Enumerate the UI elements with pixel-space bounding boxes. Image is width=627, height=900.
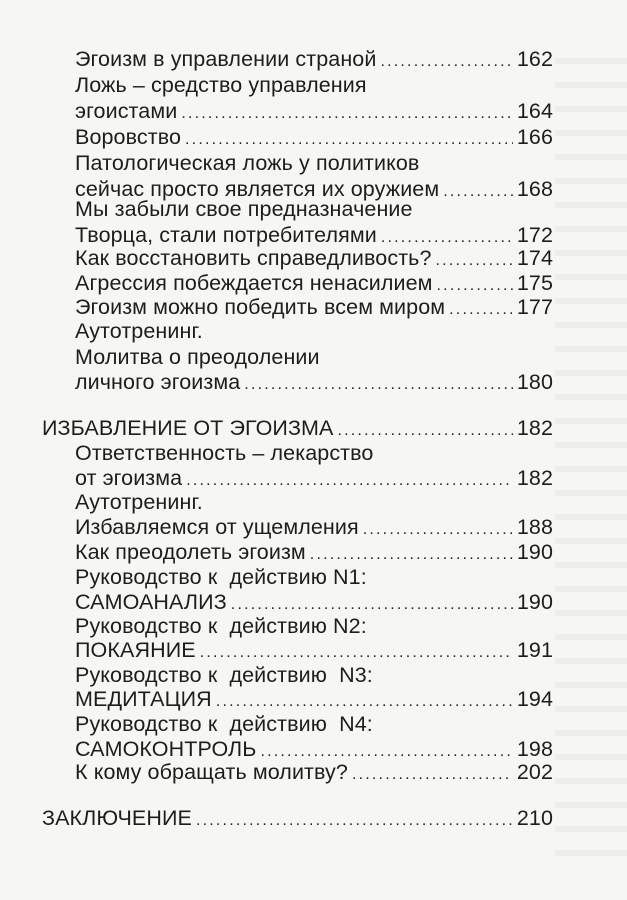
- toc-entry: [75, 46, 553, 75]
- toc-section-page: 210: [516, 806, 553, 830]
- toc-entry: [75, 124, 553, 153]
- toc-entry-title: Как восстановить справедливость?: [75, 246, 432, 270]
- dot-leader: [449, 297, 513, 323]
- bleed-through-shadow: [555, 40, 627, 860]
- toc-entry-title-line: Ложь – средство управления: [75, 73, 367, 97]
- toc-entry-title-line: Руководство к действию N4:: [75, 712, 373, 736]
- toc-entry-title: САМОКОНТРОЛЬ: [75, 737, 257, 761]
- toc-entry-title-line: Ответственность – лекарство: [75, 441, 374, 465]
- toc-section-page: 182: [516, 416, 553, 440]
- toc-entry-title: эгоистами: [75, 99, 178, 123]
- toc-entry-title: Творца, стали потребителями: [75, 223, 377, 247]
- toc-entry-title: К кому обращать молитву?: [75, 760, 348, 784]
- toc-entry-title: Как преодолеть эгоизм: [75, 540, 306, 564]
- dot-leader: [244, 372, 513, 398]
- toc-entry-title: САМОАНАЛИЗ: [75, 590, 227, 614]
- toc-entry-title-line: Патологическая ложь у политиков: [75, 151, 420, 175]
- toc-entry-page: 180: [516, 370, 553, 394]
- toc-entry-title: личного эгоизма: [75, 370, 241, 394]
- toc-entry-title: Воровство: [75, 125, 182, 149]
- toc-entry-title-line: Аутотренинг.: [75, 319, 203, 343]
- toc-entry-title-line: Руководство к действию N1:: [75, 565, 367, 589]
- toc-entry-page: 188: [516, 515, 553, 539]
- toc-entry-page: 182: [516, 466, 553, 490]
- toc-entry-page: 191: [516, 638, 553, 662]
- toc-entry: [75, 369, 553, 398]
- toc-entry-title-line: Руководство к действию N3:: [75, 663, 373, 687]
- toc-entry-page: 194: [516, 687, 553, 711]
- toc-entry-page: 190: [516, 590, 553, 614]
- dot-leader: [380, 49, 512, 75]
- dot-leader: [186, 468, 513, 494]
- toc-entry-title-line: Мы забыли свое предназначение: [75, 197, 413, 221]
- toc-entry-title: Избавляемся от ущемления: [75, 515, 359, 539]
- toc-entry-title-line: Молитва о преодолении: [75, 345, 320, 369]
- dot-leader: [443, 179, 513, 205]
- toc-entry-page: 198: [516, 737, 553, 761]
- toc-entry-title: Эгоизм можно победить всем миром: [75, 295, 446, 319]
- toc-entry-page: 190: [516, 540, 553, 564]
- toc-entry: [75, 98, 553, 127]
- toc-section: [42, 805, 553, 834]
- toc-entry-page: 162: [516, 47, 553, 71]
- dot-leader: [196, 808, 513, 834]
- toc-entry-page: 175: [516, 271, 553, 295]
- toc-entry-title-line: Аутотренинг.: [75, 490, 203, 514]
- toc-entry-title: от эгоизма: [75, 466, 183, 490]
- dot-leader: [352, 762, 513, 788]
- toc-entry-title: ПОКАЯНИЕ: [75, 638, 196, 662]
- toc-entry-page: 177: [516, 295, 553, 319]
- toc-entry-page: 174: [516, 246, 553, 270]
- toc-entry-title: сейчас просто является их оружием: [75, 177, 440, 201]
- toc-section-title: ИЗБАВЛЕНИЕ ОТ ЭГОИЗМА: [42, 416, 334, 440]
- toc-entry-page: 166: [516, 125, 553, 149]
- toc-entry-page: 172: [516, 223, 553, 247]
- toc-entry-title: Агрессия побеждается ненасилием: [75, 271, 433, 295]
- toc-entry-page: 168: [516, 177, 553, 201]
- toc-entry: [75, 759, 553, 788]
- toc-entry-title: Эгоизм в управлении страной: [75, 47, 377, 71]
- toc-entry-page: 202: [516, 760, 553, 784]
- toc-entry-page: 164: [516, 99, 553, 123]
- toc-entry-title: МЕДИТАЦИЯ: [75, 687, 212, 711]
- toc-entry-title-line: Руководство к действию N2:: [75, 614, 367, 638]
- toc-section-title: ЗАКЛЮЧЕНИЕ: [42, 806, 192, 830]
